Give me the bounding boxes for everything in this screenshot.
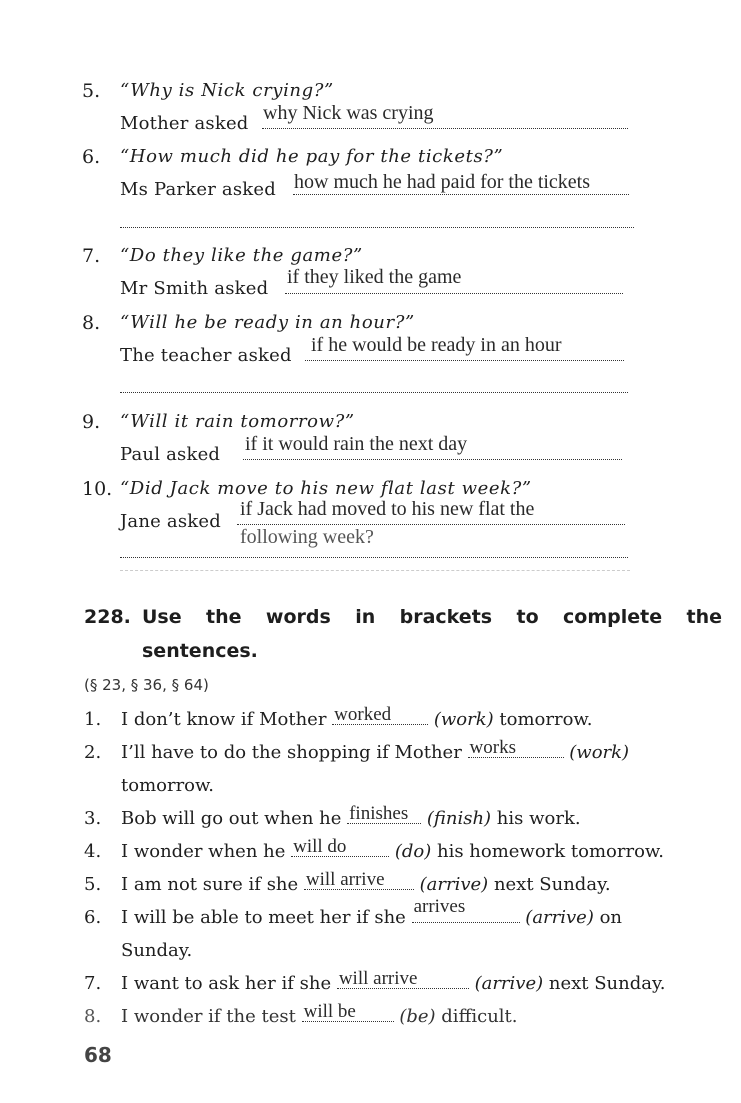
direct-question: “How much did he pay for the tickets?”	[120, 146, 504, 167]
handwritten-answer: arrives	[413, 896, 466, 917]
handwritten-answer: why Nick was crying	[263, 102, 434, 124]
answer-blank[interactable]	[332, 704, 428, 725]
answer-blank[interactable]	[302, 1001, 394, 1022]
direct-question: “Do they like the game?”	[120, 245, 363, 266]
handwritten-answer: worked	[334, 704, 392, 725]
exercise-instruction-cont: sentences.	[142, 640, 258, 662]
sentence	[121, 803, 581, 829]
handwritten-answer-continuation: following week?	[240, 526, 374, 548]
direct-question: “Will it rain tomorrow?”	[120, 411, 355, 432]
sentence-text: I want to ask her if she	[121, 973, 337, 994]
sentence-text: Bob will go out when he	[121, 808, 348, 829]
sentence-text: next Sunday.	[488, 874, 611, 895]
sentence-text: I don’t know if Mother	[121, 709, 333, 730]
answer-blank[interactable]	[468, 737, 564, 758]
answer-line[interactable]	[237, 524, 625, 525]
exercise-instruction: Use the words in brackets to complete the	[142, 606, 722, 628]
sentence-number: 6.	[84, 907, 102, 928]
sentence-number: 7.	[84, 973, 102, 994]
verb-hint: (work)	[569, 742, 630, 763]
handwritten-answer: works	[469, 737, 516, 758]
item-number: 6.	[82, 146, 101, 168]
sentence-number: 2.	[84, 742, 102, 763]
sentence-continuation: Sunday.	[121, 940, 193, 961]
sentence-text: I wonder if the test	[121, 1006, 302, 1027]
sentence	[121, 1001, 518, 1027]
handwritten-answer: if he would be ready in an hour	[311, 334, 562, 356]
handwritten-answer: if Jack had moved to his new flat the	[240, 498, 535, 520]
sentence-text: I am not sure if she	[121, 874, 304, 895]
verb-hint: (arrive)	[525, 907, 594, 928]
handwritten-answer: how much he had paid for the tickets	[294, 171, 591, 193]
item-number: 8.	[82, 312, 101, 334]
handwritten-answer: if it would rain the next day	[245, 433, 468, 455]
item-number: 7.	[82, 245, 101, 267]
handwritten-answer: will do	[293, 836, 347, 857]
sentence-number: 1.	[84, 709, 102, 730]
item-number: 10.	[82, 478, 113, 500]
sentence-text: tomorrow.	[493, 709, 593, 730]
sentence-number: 5.	[84, 874, 102, 895]
reporting-lead: Paul asked	[120, 444, 221, 465]
sentence	[121, 968, 666, 994]
answer-line-continuation[interactable]	[120, 557, 628, 558]
reporting-lead: Ms Parker asked	[120, 179, 276, 200]
reporting-lead: Mr Smith asked	[120, 278, 269, 299]
sentence-text: I wonder when he	[121, 841, 292, 862]
answer-line-continuation[interactable]	[120, 227, 634, 228]
sentence-text: difficult.	[435, 1006, 518, 1027]
sentence	[121, 704, 593, 730]
sentence-text: I will be able to meet her if she	[121, 907, 412, 928]
handwritten-answer: finishes	[349, 803, 409, 824]
direct-question: “Will he be ready in an hour?”	[120, 312, 415, 333]
sentence	[121, 896, 623, 928]
verb-hint: (arrive)	[419, 874, 489, 895]
verb-hint: (do)	[394, 841, 432, 862]
handwritten-answer: will arrive	[338, 968, 418, 989]
sentence-text: on	[593, 907, 623, 928]
handwritten-answer: will arrive	[305, 869, 385, 890]
item-number: 5.	[82, 80, 101, 102]
sentence-number: 4.	[84, 841, 102, 862]
sentence-number: 8.	[84, 1006, 102, 1027]
sentence-text: I’ll have to do the shopping if Mother	[121, 742, 468, 763]
verb-hint: (arrive)	[474, 973, 544, 994]
answer-blank[interactable]	[304, 869, 414, 890]
divider	[120, 570, 630, 571]
sentence-number: 3.	[84, 808, 102, 829]
answer-line[interactable]	[262, 128, 628, 129]
answer-line[interactable]	[285, 293, 623, 294]
answer-line[interactable]	[305, 360, 624, 361]
sentence	[121, 737, 721, 763]
handwritten-answer: will be	[303, 1001, 356, 1022]
verb-hint: (finish)	[426, 808, 492, 829]
verb-hint: (be)	[399, 1006, 436, 1027]
sentence-text: his work.	[491, 808, 581, 829]
answer-blank[interactable]	[412, 896, 520, 923]
answer-blank[interactable]	[347, 803, 421, 824]
reporting-lead: Jane asked	[120, 511, 221, 532]
reporting-lead: The teacher asked	[120, 345, 292, 366]
sentence-continuation: tomorrow.	[121, 775, 215, 796]
sentence-text: next Sunday.	[543, 973, 666, 994]
page-number: 68	[84, 1043, 112, 1067]
sentence	[121, 836, 664, 862]
direct-question: “Why is Nick crying?”	[120, 80, 334, 101]
direct-question: “Did Jack move to his new flat last week?”	[120, 478, 532, 499]
answer-line-continuation[interactable]	[120, 392, 628, 393]
reporting-lead: Mother asked	[120, 113, 249, 134]
answer-blank[interactable]	[291, 836, 389, 857]
answer-line[interactable]	[243, 459, 622, 460]
sentence	[121, 869, 611, 895]
sentence-text: his homework tomorrow.	[431, 841, 664, 862]
verb-hint: (work)	[433, 709, 494, 730]
answer-blank[interactable]	[337, 968, 469, 989]
handwritten-answer: if they liked the game	[287, 266, 462, 288]
grammar-references: (§ 23, § 36, § 64)	[84, 676, 209, 694]
item-number: 9.	[82, 411, 101, 433]
answer-line[interactable]	[293, 194, 629, 195]
exercise-number: 228.	[84, 606, 131, 628]
